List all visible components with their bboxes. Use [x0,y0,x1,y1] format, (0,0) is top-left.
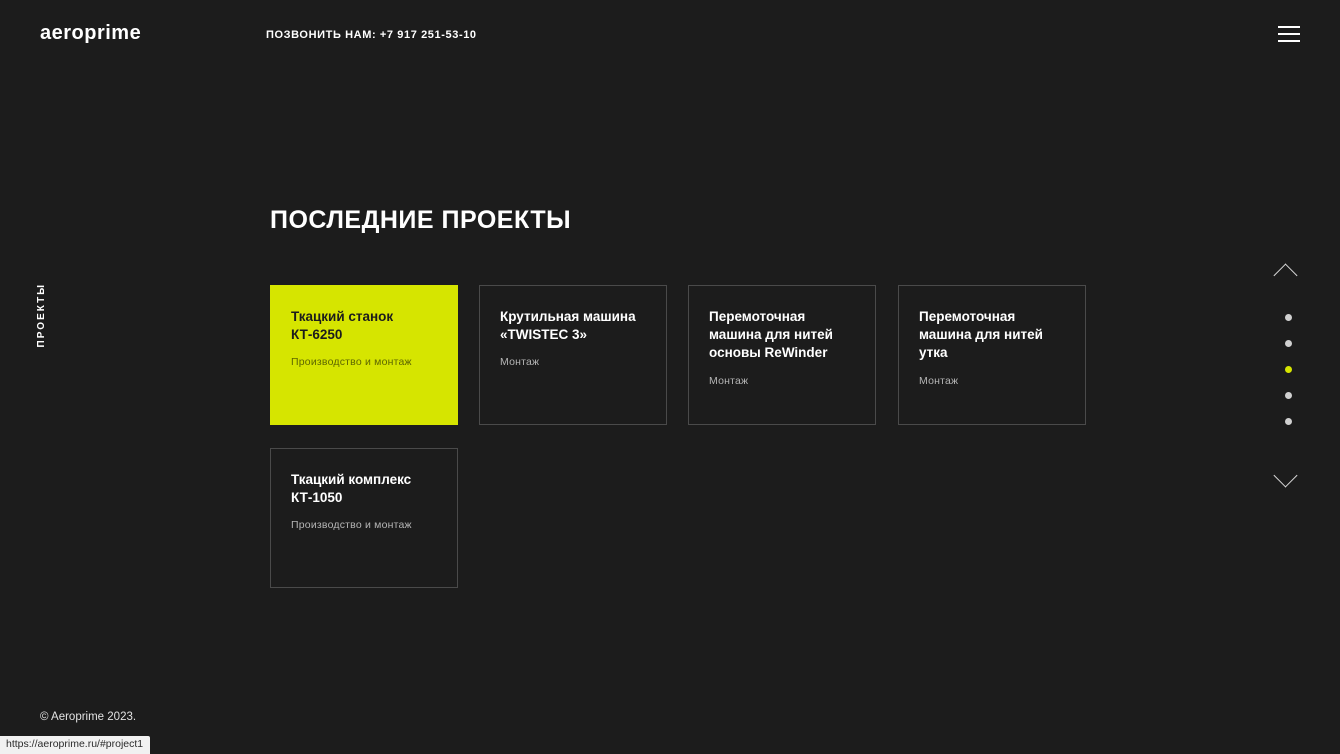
project-card-title: Перемоточная машина для нитей утка [919,309,1043,361]
project-card-subtitle: Монтаж [919,374,959,387]
status-bar-url: https://aeroprime.ru/#project1 [0,736,150,754]
project-card[interactable] [898,285,1086,425]
project-card-title: Ткацкий комплекс КТ-1050 [291,472,412,506]
project-card-subtitle: Монтаж [500,356,540,369]
page-title: ПОСЛЕДНИЕ ПРОЕКТЫ [270,206,572,234]
project-card[interactable] [688,285,876,425]
project-card[interactable] [270,285,458,425]
slider-navigation [1272,262,1304,492]
project-card-title: Перемоточная машина для нитей основы ReWinder [709,309,833,361]
chevron-down-icon[interactable] [1272,467,1304,487]
project-card-subtitle: Производство и монтаж [291,519,412,532]
project-card-title: Ткацкий станок КТ-6250 [291,309,394,343]
slider-dot[interactable] [1285,314,1292,321]
copyright-text: © Aeroprime 2023. [40,711,137,723]
section-vertical-label: ПРОЕКТЫ [36,283,47,348]
project-card[interactable] [479,285,667,425]
logo[interactable]: aeroprime [40,22,142,44]
hamburger-line [1278,40,1300,42]
slider-dot-active[interactable] [1285,366,1292,373]
phone-link[interactable]: ПОЗВОНИТЬ НАМ: +7 917 251-53-10 [266,29,477,41]
project-card-subtitle: Монтаж [709,374,749,387]
hamburger-line [1278,26,1300,28]
slider-dot[interactable] [1285,418,1292,425]
site-header [0,0,1340,70]
hamburger-line [1278,33,1300,35]
project-card-title: Крутильная машина «TWISTEC 3» [500,309,636,343]
slider-dot[interactable] [1285,340,1292,347]
hamburger-menu-icon[interactable] [1278,26,1300,42]
slider-dots [1272,314,1304,444]
project-card[interactable] [270,448,458,588]
project-card-subtitle: Производство и монтаж [291,356,412,369]
chevron-up-icon[interactable] [1272,262,1304,282]
slider-dot[interactable] [1285,392,1292,399]
